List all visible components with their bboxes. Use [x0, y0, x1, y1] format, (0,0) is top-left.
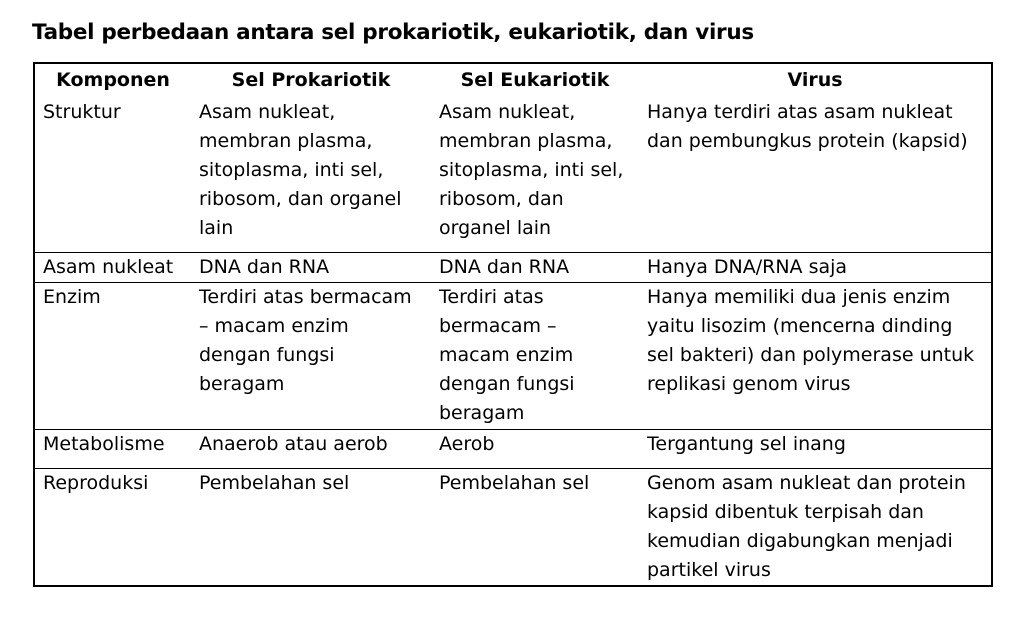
cell-prokariotik: Asam nukleat, membran plasma, sitoplasma, inti sel, ribosom, dan organel lain — [199, 101, 402, 239]
cell-virus: Tergantung sel inang — [639, 430, 992, 469]
cell-prokariotik: Anaerob atau aerob — [191, 430, 431, 469]
page-title: Tabel perbedaan antara sel prokariotik, eukariotik, dan virus — [32, 20, 754, 45]
cell-komponen: Struktur — [43, 101, 121, 123]
cell-komponen: Metabolisme — [34, 430, 191, 469]
table-row — [34, 253, 992, 283]
cell-prokariotik: Pembelahan sel — [191, 469, 431, 587]
header-virus: Virus — [787, 69, 843, 91]
cell-virus: Hanya memiliki dua jenis enzim yaitu lisozim (mencerna dinding sel bakteri) dan polymerase untuk replikasi genom virus — [639, 283, 992, 430]
cell-komponen: Reproduksi — [34, 469, 191, 587]
table-row — [34, 430, 992, 469]
header-komponen: Komponen — [56, 69, 170, 91]
cell-prokariotik: Terdiri atas bermacam – macam enzim dengan fungsi beragam — [191, 283, 431, 430]
cell-eukariotik: Pembelahan sel — [431, 469, 639, 587]
header-sel-prokariotik: Sel Prokariotik — [231, 69, 391, 91]
comparison-table — [33, 62, 993, 587]
table-header-row — [34, 63, 992, 98]
table-row — [34, 469, 992, 587]
cell-eukariotik: Asam nukleat, membran plasma, sitoplasma, inti sel, ribosom, dan organel lain — [439, 101, 624, 239]
table-row — [34, 283, 992, 430]
cell-komponen: Enzim — [34, 283, 191, 430]
cell-komponen: Asam nukleat — [34, 253, 191, 283]
header-sel-eukariotik: Sel Eukariotik — [460, 69, 610, 91]
cell-virus: Hanya DNA/RNA saja — [639, 253, 992, 283]
cell-virus: Hanya terdiri atas asam nukleat dan pembungkus protein (kapsid) — [647, 101, 968, 152]
cell-prokariotik: DNA dan RNA — [191, 253, 431, 283]
cell-virus: Genom asam nukleat dan protein kapsid dibentuk terpisah dan kemudian digabungkan menjadi partikel virus — [639, 469, 992, 587]
table-row — [34, 98, 992, 253]
cell-eukariotik: Aerob — [431, 430, 639, 469]
cell-eukariotik: Terdiri atas bermacam – macam enzim dengan fungsi beragam — [431, 283, 639, 430]
cell-eukariotik: DNA dan RNA — [431, 253, 639, 283]
